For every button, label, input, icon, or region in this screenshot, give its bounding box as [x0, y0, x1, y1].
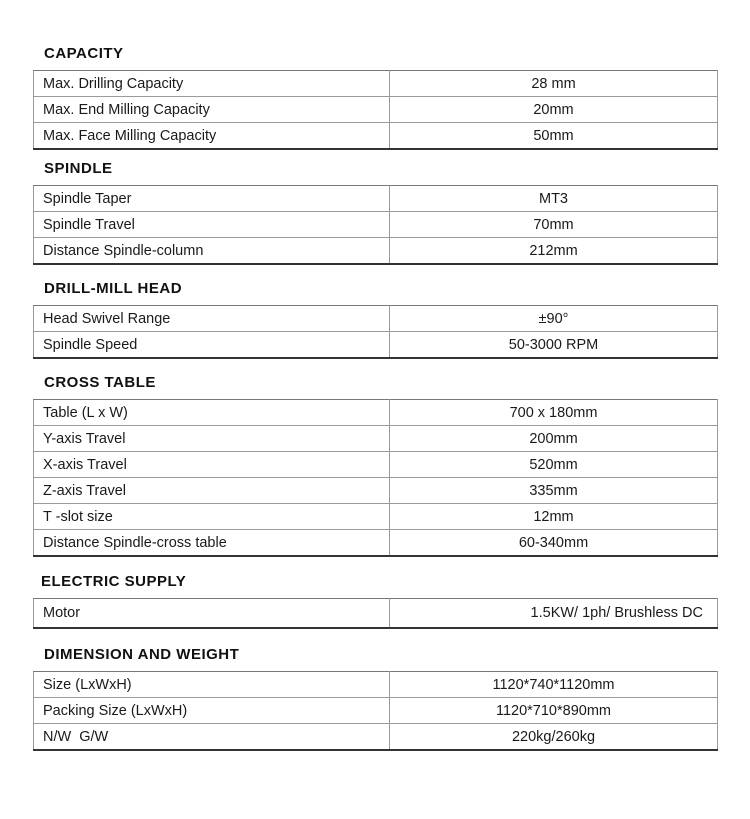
table-row: [34, 238, 718, 265]
table-row: [34, 186, 718, 212]
spec-label: Max. End Milling Capacity: [34, 97, 390, 123]
spec-value: 28 mm: [390, 71, 718, 97]
spec-label: Motor: [34, 599, 390, 629]
section-heading-cross-table: CROSS TABLE: [44, 374, 156, 391]
spec-value: 1120*740*1120mm: [390, 672, 718, 698]
spec-label: Spindle Taper: [34, 186, 390, 212]
table-row: [34, 698, 718, 724]
table-row: [34, 724, 718, 751]
cross-table-table: [33, 399, 718, 557]
spec-label: Table (L x W): [34, 400, 390, 426]
table-row: [34, 71, 718, 97]
spec-value: 70mm: [390, 212, 718, 238]
spec-label: Distance Spindle-column: [34, 238, 390, 265]
table-row: [34, 504, 718, 530]
spec-value: 212mm: [390, 238, 718, 265]
section-heading-spindle: SPINDLE: [44, 160, 113, 177]
drill-mill-head-table: [33, 305, 718, 359]
section-heading-dimension-and-weight: DIMENSION AND WEIGHT: [44, 646, 240, 663]
table-row: [34, 530, 718, 557]
spec-value: 200mm: [390, 426, 718, 452]
section-heading-drill-mill-head: DRILL-MILL HEAD: [44, 280, 183, 297]
spec-label: Head Swivel Range: [34, 306, 390, 332]
spec-value: 50-3000 RPM: [390, 332, 718, 359]
spec-value: 50mm: [390, 123, 718, 150]
table-row: [34, 332, 718, 359]
spec-label: X-axis Travel: [34, 452, 390, 478]
spec-value: 700 x 180mm: [390, 400, 718, 426]
spec-label: Spindle Travel: [34, 212, 390, 238]
spec-value: 220kg/260kg: [390, 724, 718, 751]
spec-label: Max. Drilling Capacity: [34, 71, 390, 97]
spec-value: 520mm: [390, 452, 718, 478]
spec-value: 20mm: [390, 97, 718, 123]
dimension-and-weight-table: [33, 671, 718, 751]
spec-value: 1120*710*890mm: [390, 698, 718, 724]
spec-label: Z-axis Travel: [34, 478, 390, 504]
spec-label: T -slot size: [34, 504, 390, 530]
electric-supply-table: [33, 598, 718, 629]
spindle-table: [33, 185, 718, 265]
spec-value: 60-340mm: [390, 530, 718, 557]
table-row: [34, 212, 718, 238]
table-row: [34, 123, 718, 150]
spec-label: N/W G/W: [34, 724, 390, 751]
table-row: [34, 306, 718, 332]
table-row: [34, 97, 718, 123]
spec-label: Max. Face Milling Capacity: [34, 123, 390, 150]
section-heading-electric-supply: ELECTRIC SUPPLY: [41, 573, 187, 590]
spec-label: Packing Size (LxWxH): [34, 698, 390, 724]
table-row: [34, 452, 718, 478]
table-row: [34, 672, 718, 698]
spec-value: ±90°: [390, 306, 718, 332]
spec-label: Y-axis Travel: [34, 426, 390, 452]
capacity-table: [33, 70, 718, 150]
spec-value: 12mm: [390, 504, 718, 530]
spec-label: Spindle Speed: [34, 332, 390, 359]
spec-value: MT3: [390, 186, 718, 212]
spec-value: 1.5KW/ 1ph/ Brushless DC: [390, 599, 718, 629]
table-row: [34, 599, 718, 629]
spec-label: Distance Spindle-cross table: [34, 530, 390, 557]
section-heading-capacity: CAPACITY: [44, 45, 124, 62]
spec-label: Size (LxWxH): [34, 672, 390, 698]
table-row: [34, 426, 718, 452]
table-row: [34, 478, 718, 504]
spec-value: 335mm: [390, 478, 718, 504]
table-row: [34, 400, 718, 426]
